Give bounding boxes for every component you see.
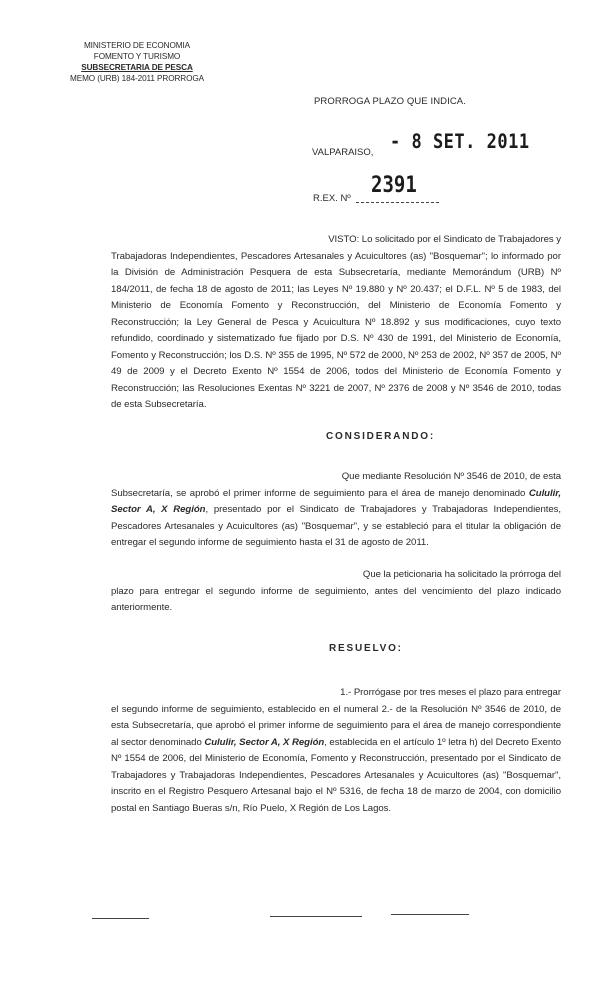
considerando-p1-first-line: Que mediante Resolución Nº 3546 de 2010, de esta <box>341 471 561 482</box>
header-ministry: MINISTERIO DE ECONOMIA <box>83 41 191 50</box>
resuelvo-p1-body <box>111 702 561 818</box>
resuelvo-paragraph-1 <box>111 685 561 817</box>
considerando-paragraph-2 <box>111 567 561 617</box>
resuelvo-p1-text-c: , establecida en el artículo 1º letra h) del Decreto Exento Nº 1554 de 2006, del Ministerio de Economía, Fomento y Reconstrucción, presentado por el Sindicato de Trabajadores y Trabajadoras Independientes, Pescadores Artesanales y Acuicultores (as) "Bosquemar", inscrito en el Registro Pesquero Artesanal bajo el Nº 5316, de fecha 18 de marzo de 2004, con domicilio postal en Santiago Bueras s/n, Río Puelo, X Región de Los Lagos. <box>111 736 562 814</box>
visto-first-line: VISTO: Lo solicitado por el Sindicato de Trabajadores y <box>328 234 561 245</box>
date-label: VALPARAISO, <box>312 147 374 158</box>
resolution-underline <box>356 202 439 203</box>
reference-line: PRORROGA PLAZO QUE INDICA. <box>314 96 466 107</box>
header-memo: MEMO (URB) 184-2011 PRORROGA <box>70 74 204 83</box>
area-name-emphasis-2: Cululir, Sector A, X Región <box>204 736 325 748</box>
visto-paragraph <box>111 232 561 414</box>
footer-line-center <box>270 916 362 917</box>
resuelvo-p1-first-line: 1.- Prorrógase por tres meses el plazo para entregar <box>340 687 561 698</box>
header-subsecretaria: SUBSECRETARIA DE PESCA <box>81 63 193 72</box>
considerando-p1-text-a: Subsecretaría, se aprobó el primer informe de seguimiento para el área de manejo denominado <box>111 487 529 499</box>
footer-line-left <box>92 918 149 919</box>
resuelvo-heading: RESUELVO: <box>329 643 403 654</box>
date-stamp: - 8 SET. 2011 <box>390 130 530 154</box>
considerando-p1-text-c: , presentado por el Sindicato de Trabajadores y Trabajadoras Independientes, Pescadores Artesanales y Acuicultores (as) "Bosquemar", y se estableció para el titular la obligación de entregar el segundo informe de seguimiento hasta el 31 de agosto de 2011. <box>111 504 562 548</box>
visto-body: Trabajadoras Independientes, Pescadores Artesanales y Acuicultores (as) "Bosquemar"; lo informado por la División de Administración Pesquera de esta Subsecretaría, mediante Memorándum (URB) Nº 184/2011, de fecha 18 de agosto de 2011; las Leyes Nº 19.880 y Nº 20.437; el D.F.L. Nº 5 de 1983, del Ministerio de Economía Fomento y Reconstrucción, del Ministerio de Economía Fomento y Reconstrucción; la Ley General de Pesca y Acuicultura Nº 18.892 y sus modificaciones, cuyo texto refundido, coordinado y sistematizado fue fijado por D.S. Nº 430 de 1991, del Ministerio de Economía, Fomento y Reconstrucción; los D.S. Nº 355 de 1995, Nº 572 de 2000, Nº 253 de 2002, Nº 357 de 2005, Nº 49 de 2009 y el Decreto Exento Nº 1554 de 2006, todos del Ministerio de Economía Fomento y Reconstrucción; las Resoluciones Exentas Nº 3221 de 2007, Nº 2376 de 2008 y Nº 3546 de 2010, todas de esta Subsecretaría. <box>111 250 561 410</box>
resolution-label: R.EX. Nº <box>313 193 351 204</box>
resuelvo-p1-text-a: el segundo informe de seguimiento, establecido en el numeral 2.- de la Resolución Nº 3546 de 2010, de esta Subsecretaría, que aprobó el primer informe de seguimiento para el área de manejo correspondiente al sector denominado <box>111 703 561 748</box>
considerando-heading: CONSIDERANDO: <box>326 431 435 442</box>
considerando-p1-body <box>111 486 561 552</box>
header-fomento: FOMENTO Y TURISMO <box>93 52 181 61</box>
footer-line-right <box>391 914 469 915</box>
considerando-p2-first-line: Que la peticionaria ha solicitado la prórroga del <box>362 569 561 580</box>
considerando-p2-body: plazo para entregar el segundo informe de seguimiento, antes del vencimiento del plazo indicado anteriormente. <box>111 585 561 613</box>
area-name-emphasis: Cululir, Sector A, X Región <box>111 487 561 515</box>
resolution-number: 2391 <box>371 172 417 198</box>
considerando-paragraph-1 <box>111 469 561 552</box>
ministry-header <box>62 40 212 84</box>
